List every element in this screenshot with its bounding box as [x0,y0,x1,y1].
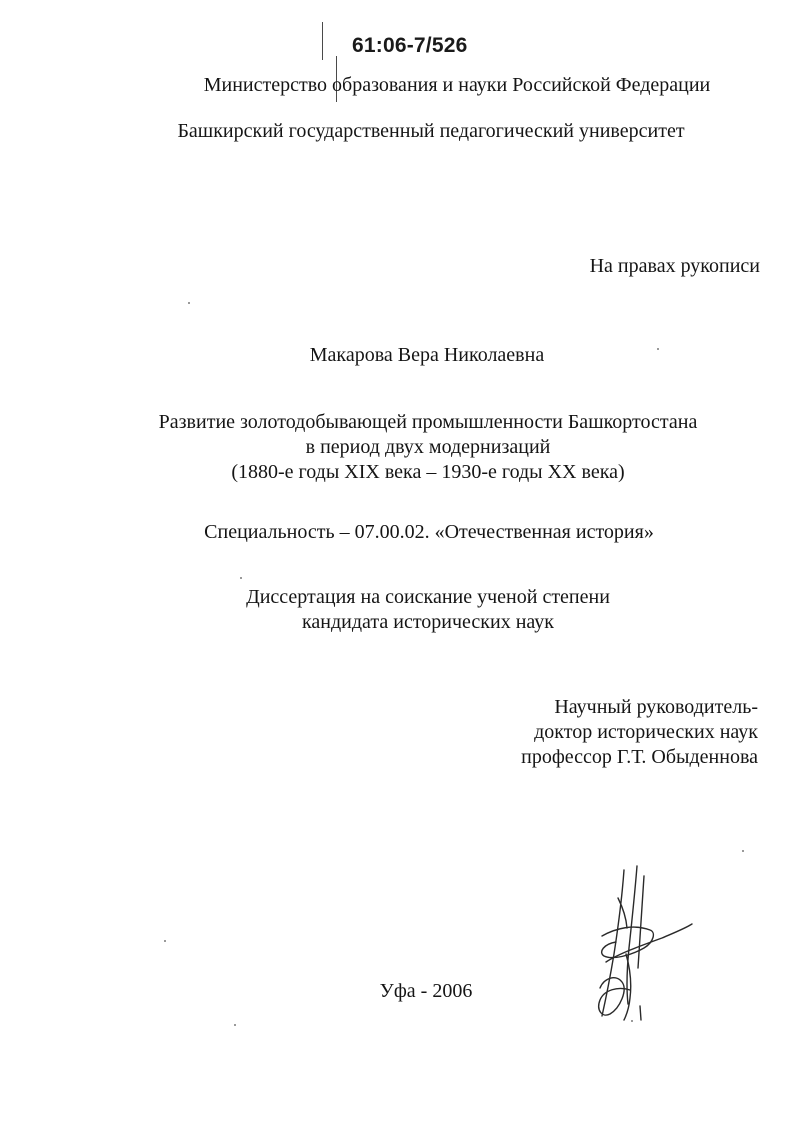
scan-speck [240,577,242,579]
signature-icon [582,858,712,1038]
supervisor-line-3: профессор Г.Т. Обыденнова [521,746,758,768]
scan-line-left [322,22,323,60]
place-year: Уфа - 2006 [379,980,473,1002]
scan-speck [234,1024,236,1026]
scan-speck [188,302,190,304]
title-line-3: (1880-е годы XIX века – 1930-е годы XX века) [231,461,625,483]
scan-speck [742,850,744,852]
registration-number: 61:06-7/526 [352,34,468,57]
specialty-line: Специальность – 07.00.02. «Отечественная история» [204,521,654,543]
scan-speck [631,1020,633,1022]
scan-speck [164,940,166,942]
supervisor-line-2: доктор исторических наук [534,721,758,743]
supervisor-line-1: Научный руководитель- [554,696,758,718]
manuscript-note: На правах рукописи [589,255,760,277]
ministry-header: Министерство образования и науки Российской Федерации [203,74,711,96]
supervisor-block [521,695,758,770]
title-line-1: Развитие золотодобывающей промышленности Башкортостана [158,411,698,433]
scan-speck [657,348,659,350]
title-line-2: в период двух модернизаций [305,436,551,458]
author-name: Макарова Вера Николаевна [309,344,545,366]
degree-block [29,585,798,635]
degree-line-1: Диссертация на соискание ученой степени [246,586,610,608]
degree-line-2: кандидата исторических наук [301,611,555,633]
university-header: Башкирский государственный педагогический университет [177,120,685,142]
dissertation-title [29,410,798,485]
